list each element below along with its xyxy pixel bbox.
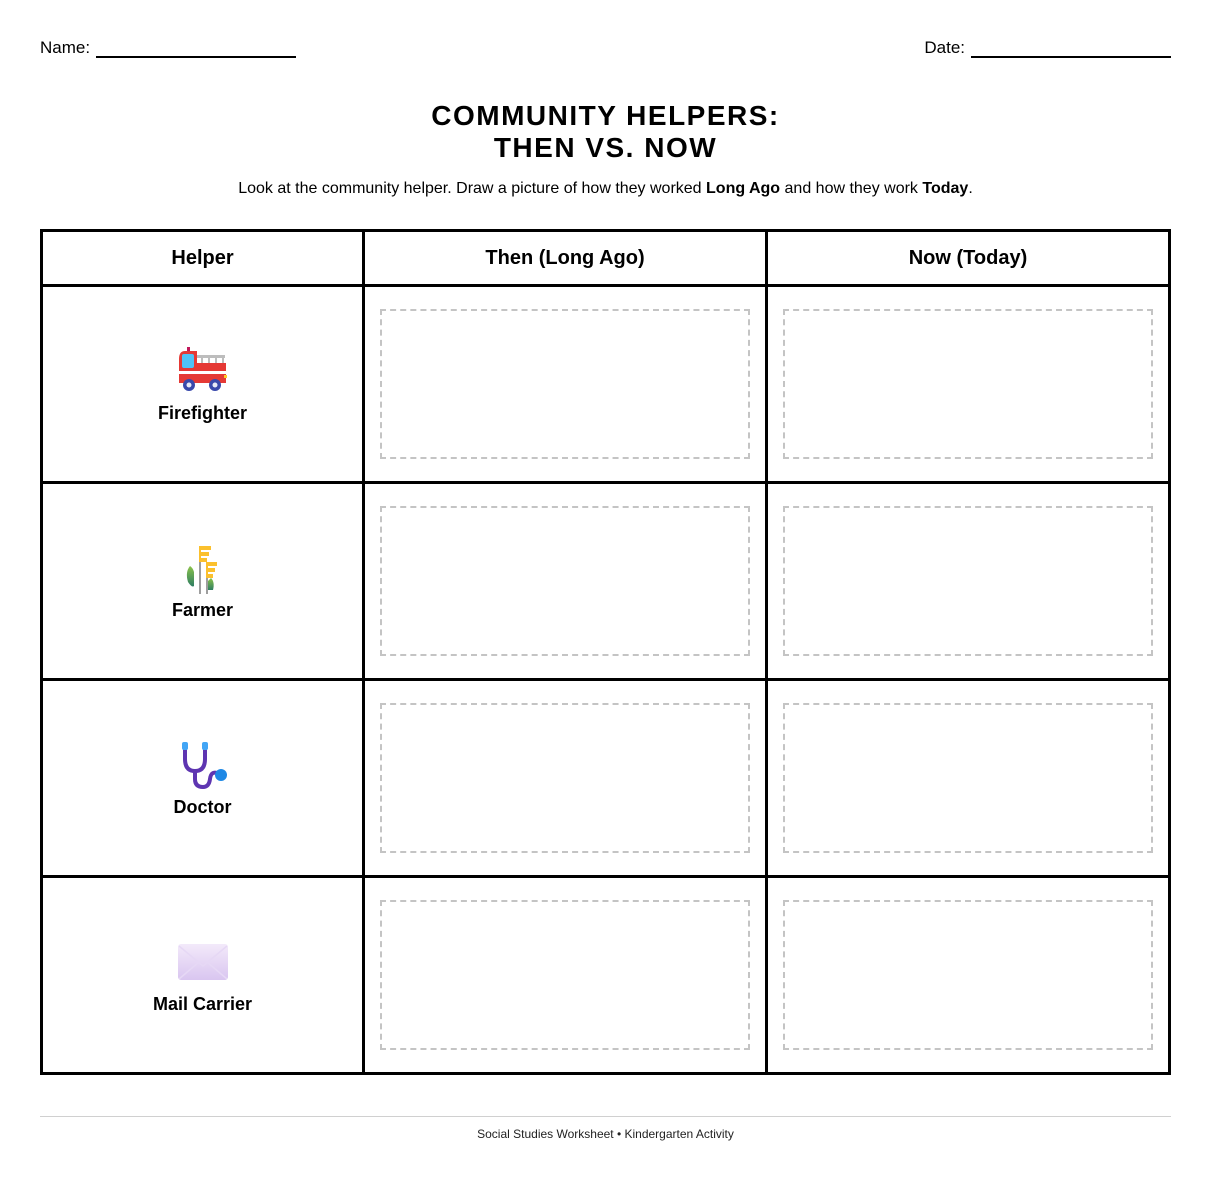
table-header-row [42,231,1170,286]
name-label: Name: [40,38,91,57]
helper-cell [42,877,364,1074]
footer [40,1116,1171,1141]
now-drawing-area[interactable] [783,703,1153,853]
instructions-bold-today: Today [922,180,969,197]
date-blank-line[interactable] [971,42,1171,58]
column-header-now: Now (Today) [767,231,1170,286]
page-title [0,100,1211,164]
table-row [42,877,1170,1074]
now-cell [767,483,1170,680]
then-drawing-area[interactable] [380,309,750,459]
helper-cell [42,286,364,483]
instructions-bold-long-ago: Long Ago [706,180,781,197]
then-cell [364,680,767,877]
helper-label: Doctor [173,796,232,817]
helper-cell [42,680,364,877]
date-label: Date: [924,38,965,57]
then-drawing-area[interactable] [380,703,750,853]
now-drawing-area[interactable] [783,900,1153,1050]
table-row [42,680,1170,877]
table-row [42,483,1170,680]
then-cell [364,483,767,680]
now-cell [767,286,1170,483]
instructions-text-2: and how they work [780,180,923,197]
date-field [924,38,1171,58]
now-drawing-area[interactable] [783,506,1153,656]
now-drawing-area[interactable] [783,309,1153,459]
now-cell [767,680,1170,877]
wheat-icon [177,542,229,594]
title-line-1: COMMUNITY HELPERS: [431,100,780,131]
stethoscope-icon [177,739,229,791]
helper-label: Mail Carrier [152,993,253,1014]
instructions-text-1: Look at the community helper. Draw a picture of how they worked [238,180,707,197]
envelope-icon [177,936,229,988]
then-drawing-area[interactable] [380,506,750,656]
then-cell [364,877,767,1074]
name-field [40,38,296,58]
name-blank-line[interactable] [96,42,296,58]
column-header-helper: Helper [42,231,364,286]
title-line-2: THEN VS. NOW [493,132,718,163]
table-row [42,286,1170,483]
helper-label: Farmer [171,599,234,620]
fire-engine-icon [177,345,229,397]
instructions [0,180,1211,198]
then-drawing-area[interactable] [380,900,750,1050]
then-now-table [40,229,1171,1075]
then-cell [364,286,767,483]
now-cell [767,877,1170,1074]
instructions-text-3: . [968,180,973,197]
helper-cell [42,483,364,680]
header-fields [40,38,1171,58]
column-header-then: Then (Long Ago) [364,231,767,286]
helper-label: Firefighter [157,402,247,423]
footer-text: Social Studies Worksheet • Kindergarten Activity [477,1127,734,1141]
